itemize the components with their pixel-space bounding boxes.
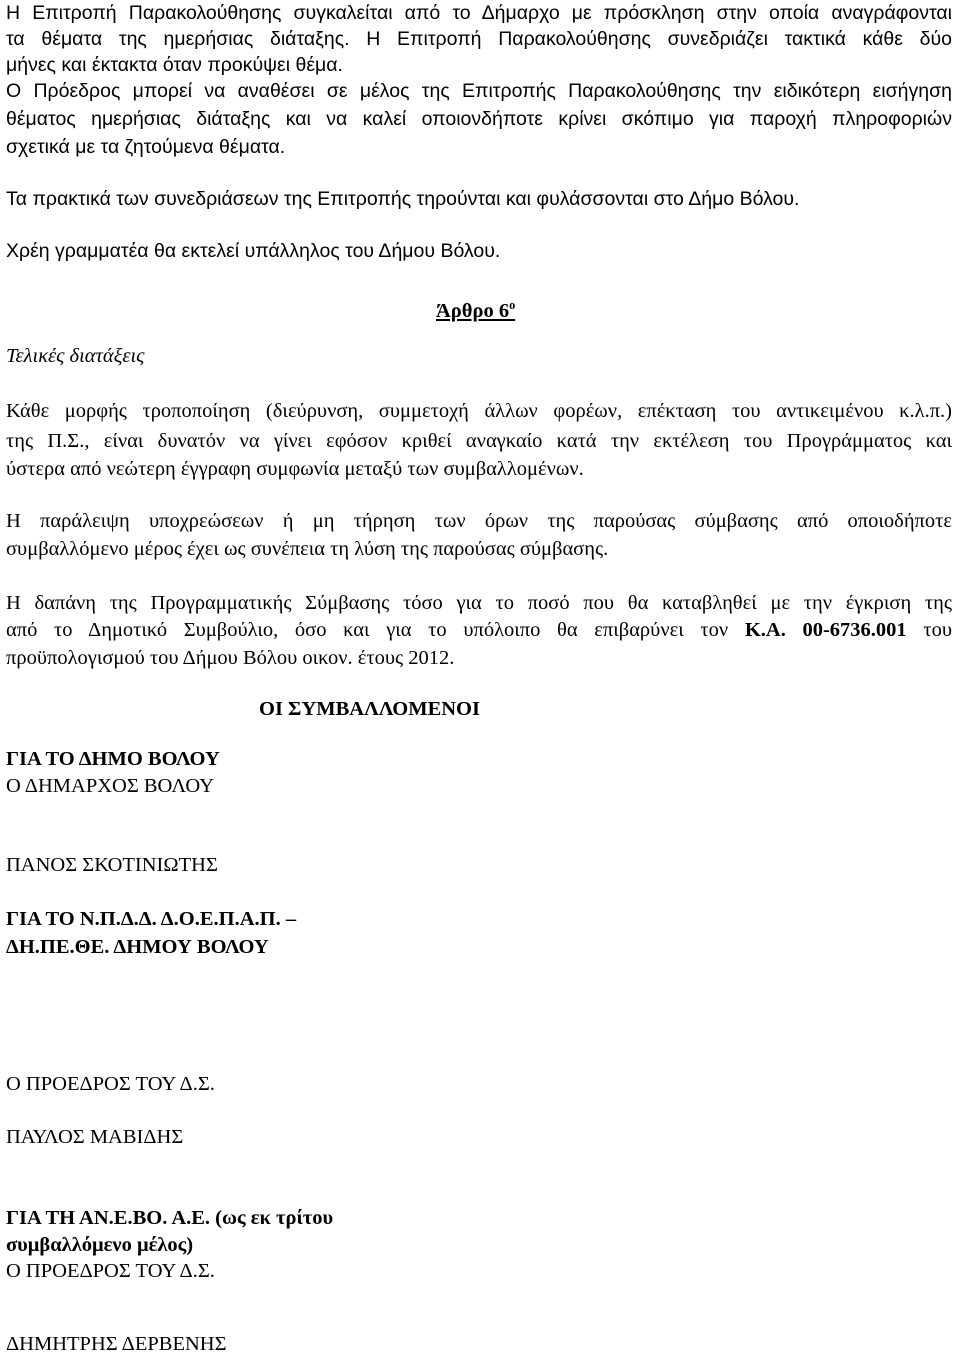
budget-code: Κ.Α. 00-6736.001 bbox=[744, 619, 907, 641]
paragraph1-line3: μήνες και έκτακτα όταν προκύψει θέμα. bbox=[6, 54, 343, 76]
paragraph3: Τα πρακτικά των συνεδριάσεων της Επιτροπής τηρούνται και φυλάσσονται στο Δήμο Βόλου. bbox=[6, 188, 800, 210]
paragraph5-line1: Κάθε μορφής τροποποίηση (διεύρυνση, συμμετοχή άλλων φορέων, επέκταση του αντικειμένου κ.λ.π.) bbox=[6, 400, 952, 422]
party3-role: Ο ΠΡΟΕΔΡΟΣ ΤΟΥ Δ.Σ. bbox=[6, 1260, 215, 1282]
paragraph1-line1: Η Επιτροπή Παρακολούθησης συγκαλείται από το Δήμαρχο με πρόσκληση στην οποία αναγράφονται bbox=[6, 2, 952, 24]
article-title-superscript: ο bbox=[509, 298, 516, 312]
party3-title-line2: συμβαλλόμενο μέλος) bbox=[6, 1234, 194, 1256]
article-title-text: Άρθρο 6 bbox=[436, 299, 510, 322]
paragraph7-line2-pre: από το Δημοτικό Συμβούλιο, όσο και για το υπόλοιπο θα επιβαρύνει τον bbox=[6, 619, 745, 641]
paragraph6-line1: Η παράλειψη υποχρεώσεων ή μη τήρηση των όρων της παρούσας σύμβασης από οποιοδήποτε bbox=[6, 510, 952, 532]
party2-title-line2: ΔΗ.ΠΕ.ΘΕ. ΔΗΜΟΥ ΒΟΛΟΥ bbox=[6, 936, 269, 958]
paragraph2-line2: θέματος ημερήσιας διάταξης και να καλεί οποιονδήποτε κρίνει σκόπιμο για παροχή πληροφοριών bbox=[6, 108, 952, 130]
paragraph5-line3: ύστερα από νεώτερη έγγραφη συμφωνία μεταξύ των συμβαλλομένων. bbox=[6, 458, 584, 480]
party3-title-line1: ΓΙΑ ΤΗ ΑΝ.Ε.ΒΟ. Α.Ε. (ως εκ τρίτου bbox=[6, 1207, 334, 1229]
paragraph7-line2 bbox=[6, 617, 952, 643]
party1-role: Ο ΔΗΜΑΡΧΟΣ ΒΟΛΟΥ bbox=[6, 775, 214, 797]
paragraph2-line3: σχετικά με τα ζητούμενα θέματα. bbox=[6, 136, 286, 158]
paragraph6-line2: συμβαλλόμενο μέρος έχει ως συνέπεια τη λύση της παρούσας σύμβασης. bbox=[6, 538, 609, 560]
paragraph1-line2: τα θέματα της ημερήσιας διάταξης. Η Επιτροπή Παρακολούθησης συνεδριάζει τακτικά κάθε δύο bbox=[6, 28, 952, 50]
party2-name: ΠΑΥΛΟΣ ΜΑΒΙΔΗΣ bbox=[6, 1126, 184, 1148]
paragraph4: Χρέη γραμματέα θα εκτελεί υπάλληλος του Δήμου Βόλου. bbox=[6, 240, 501, 262]
paragraph2-line1: Ο Πρόεδρος μπορεί να αναθέσει σε μέλος της Επιτροπής Παρακολούθησης την ειδικότερη εισήγηση bbox=[6, 80, 952, 102]
paragraph7-line1: Η δαπάνη της Προγραμματικής Σύμβασης τόσο για το ποσό που θα καταβληθεί με την έγκριση της bbox=[6, 592, 952, 614]
party2-role: Ο ΠΡΟΕΔΡΟΣ ΤΟΥ Δ.Σ. bbox=[6, 1073, 215, 1095]
article-title bbox=[436, 291, 515, 325]
party1-name: ΠΑΝΟΣ ΣΚΟΤΙΝΙΩΤΗΣ bbox=[6, 854, 218, 876]
signatures-heading: ΟΙ ΣΥΜΒΑΛΛΟΜΕΝΟΙ bbox=[259, 698, 480, 720]
paragraph7-line2-post: του bbox=[906, 619, 952, 641]
paragraph7-line3: προϋπολογισμού του Δήμου Βόλου οικον. έτους 2012. bbox=[6, 647, 455, 669]
party1-title bbox=[6, 746, 220, 772]
article-subtitle: Τελικές διατάξεις bbox=[6, 345, 145, 367]
paragraph5-line2: της Π.Σ., είναι δυνατόν να γίνει εφόσον κριθεί αναγκαίο κατά την εκτέλεση του Προγράμματος και bbox=[6, 430, 952, 452]
party3-name: ΔΗΜΗΤΡΗΣ ΔΕΡΒΕΝΗΣ bbox=[6, 1333, 227, 1355]
party2-title-line1: ΓΙΑ ΤΟ Ν.Π.Δ.Δ. Δ.Ο.Ε.Π.Α.Π. – bbox=[6, 908, 297, 930]
party1-title-part1: ΓΙΑ ΤΟ ΔΗΜΟ ΒΟΛΟΥ bbox=[6, 748, 220, 770]
